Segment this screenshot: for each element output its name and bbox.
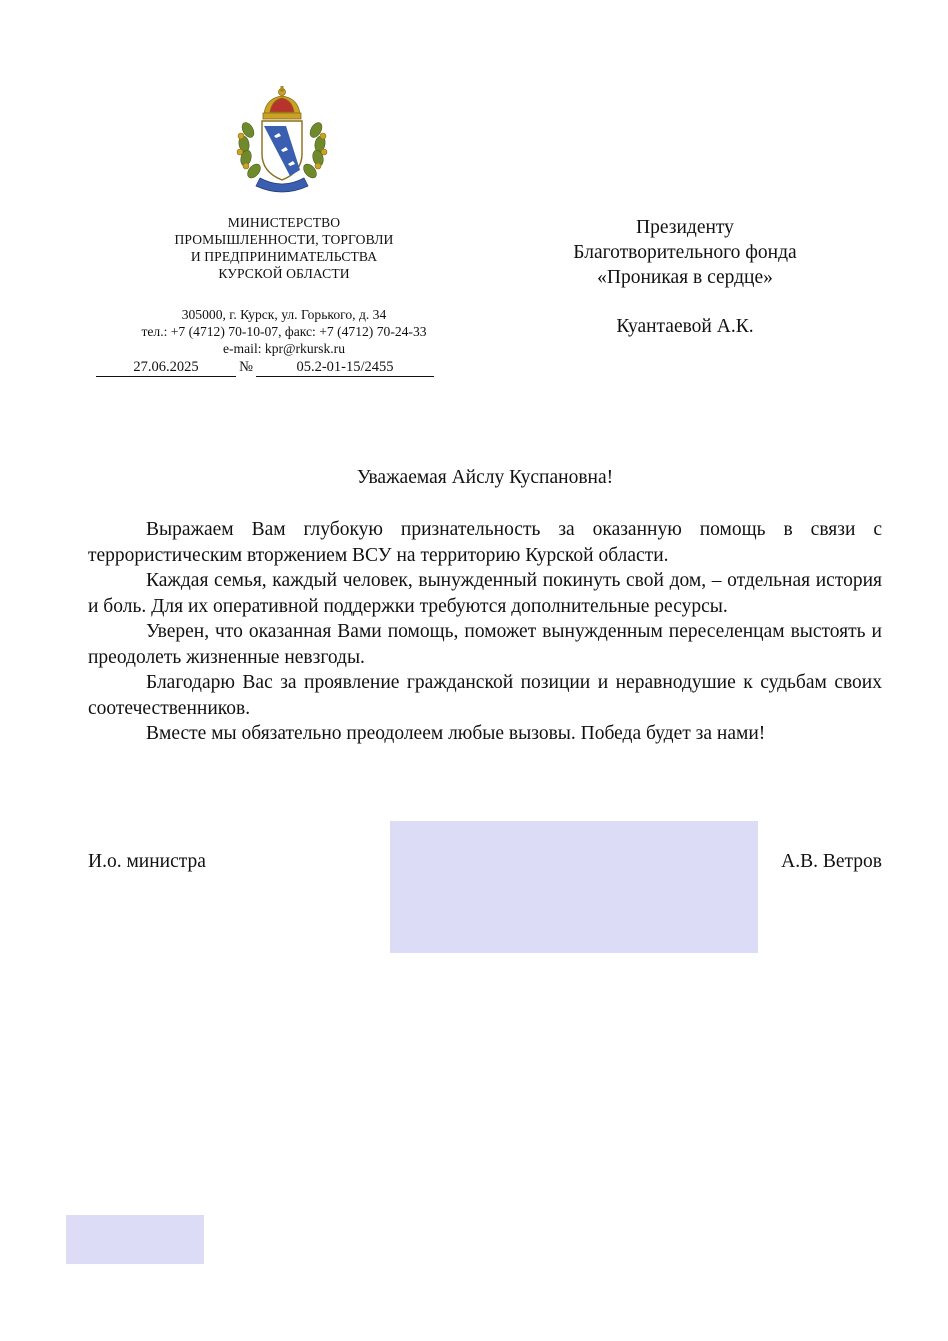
- signatory-name: А.В. Ветров: [781, 851, 882, 872]
- redacted-signature: [390, 821, 758, 953]
- postal-address: 305000, г. Курск, ул. Горького, д. 34: [181, 307, 387, 322]
- body-paragraph: Вместе мы обязательно преодолеем любые вызовы. Победа будет за нами!: [146, 723, 766, 744]
- ministry-title: [130, 214, 438, 282]
- addressee-block: [540, 215, 830, 339]
- ministry-title-line: КУРСКОЙ ОБЛАСТИ: [218, 266, 350, 281]
- registration-line: [96, 358, 436, 376]
- coat-of-arms-icon: [234, 86, 330, 196]
- body-paragraph: Уверен, что оказанная Вами помощь, поможет вынужденным переселенцам выстоять и преодолеть жизненные невзгоды.: [88, 621, 882, 668]
- letter-body: [88, 517, 882, 747]
- body-paragraph: Каждая семья, каждый человек, вынужденный покинуть свой дом, – отдельная история и боль. Для их оперативной поддержки требуются дополнительные ресурсы.: [88, 570, 882, 617]
- body-paragraph: Выражаем Вам глубокую признательность за оказанную помощь в связи с террористическим вторжением ВСУ на территорию Курской области.: [88, 519, 882, 566]
- redacted-footer: [66, 1215, 204, 1264]
- document-number: 05.2-01-15/2455: [256, 358, 434, 377]
- document-date: 27.06.2025: [96, 358, 236, 377]
- email-address: e-mail: kpr@rkursk.ru: [223, 341, 345, 356]
- addressee-line: Президенту: [636, 217, 734, 238]
- phone-fax: тел.: +7 (4712) 70-10-07, факс: +7 (4712) 70-24-33: [141, 324, 427, 339]
- addressee-line: Благотворительного фонда: [573, 242, 797, 263]
- ministry-title-line: И ПРЕДПРИНИМАТЕЛЬСТВА: [190, 249, 378, 264]
- recipient-name: Куантаевой А.К.: [616, 316, 754, 337]
- signatory-title: И.о. министра: [88, 851, 206, 872]
- greeting: Уважаемая Айслу Куспановна!: [356, 467, 614, 488]
- number-sign: №: [239, 359, 253, 375]
- ministry-title-line: МИНИСТЕРСТВО: [227, 215, 341, 230]
- addressee-line: «Проникая в сердце»: [597, 267, 773, 288]
- ministry-contacts: [100, 306, 468, 357]
- body-paragraph: Благодарю Вас за проявление гражданской позиции и неравнодушие к судьбам своих соотечественников.: [88, 672, 882, 719]
- ministry-title-line: ПРОМЫШЛЕННОСТИ, ТОРГОВЛИ: [174, 232, 394, 247]
